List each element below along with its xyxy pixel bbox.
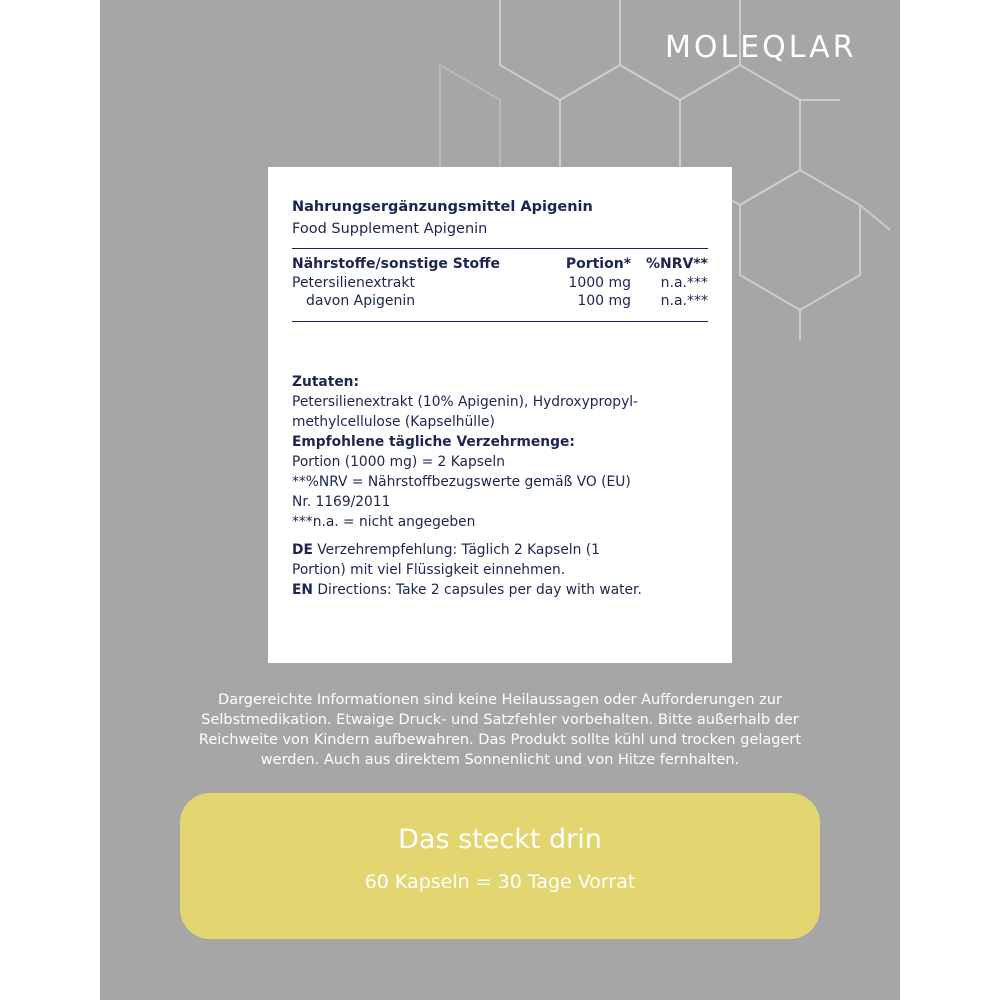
de-tag: DE bbox=[292, 542, 313, 558]
summary-box bbox=[180, 793, 820, 939]
disclaimer-line: werden. Auch aus direktem Sonnenlicht und von Hitze fernhalten. bbox=[260, 752, 740, 768]
table-header-nrv: %NRV** bbox=[645, 256, 708, 272]
table-row bbox=[292, 292, 708, 322]
table-cell: davon Apigenin bbox=[306, 293, 416, 309]
ingredients-text-line: methylcellulose (Kapselhülle) bbox=[292, 414, 495, 430]
en-directions bbox=[292, 580, 708, 600]
label-title: Nahrungsergänzungsmittel Apigenin bbox=[292, 199, 593, 215]
summary-subtitle: 60 Kapseln = 30 Tage Vorrat bbox=[364, 871, 636, 893]
nutrition-label bbox=[268, 167, 732, 663]
table-header-portion: Portion* bbox=[565, 256, 632, 272]
de-directions-text: Verzehrempfehlung: Täglich 2 Kapseln (1 bbox=[312, 542, 600, 558]
table-cell: Petersilienextrakt bbox=[292, 275, 415, 291]
de-directions-line: Portion) mit viel Flüssigkeit einnehmen. bbox=[292, 562, 566, 578]
table-header-row bbox=[292, 249, 708, 275]
disclaimer-line: Reichweite von Kindern aufbewahren. Das Produkt sollte kühl und trocken gelagert bbox=[198, 732, 802, 748]
nutrition-table bbox=[292, 248, 708, 322]
dosage-text-line: **%NRV = Nährstoffbezugswerte gemäß VO (EU) bbox=[292, 474, 631, 490]
table-cell: n.a.*** bbox=[660, 275, 708, 291]
disclaimer-line: Dargereichte Informationen sind keine Heilaussagen oder Aufforderungen zur bbox=[218, 692, 782, 708]
table-row bbox=[292, 274, 708, 292]
label-details bbox=[292, 372, 708, 600]
disclaimer-text bbox=[140, 690, 860, 770]
dosage-text-line: Portion (1000 mg) = 2 Kapseln bbox=[292, 454, 505, 470]
table-cell: 1000 mg bbox=[568, 275, 632, 291]
disclaimer-line: Selbstmedikation. Etwaige Druck- und Satzfehler vorbehalten. Bitte außerhalb der bbox=[201, 712, 799, 728]
product-info-panel bbox=[100, 0, 900, 1000]
ingredients-text-line: Petersilienextrakt (10% Apigenin), Hydroxypropyl- bbox=[292, 394, 639, 410]
en-tag: EN bbox=[292, 582, 313, 598]
ingredients-heading: Zutaten: bbox=[292, 374, 360, 390]
de-directions bbox=[292, 540, 708, 560]
summary-title: Das steckt drin bbox=[398, 824, 602, 855]
table-header-nutrients: Nährstoffe/sonstige Stoffe bbox=[292, 256, 500, 272]
dosage-text-line: ***n.a. = nicht angegeben bbox=[292, 514, 476, 530]
en-directions-text: Directions: Take 2 capsules per day with water. bbox=[312, 582, 642, 598]
table-cell: 100 mg bbox=[577, 293, 632, 309]
brand-logo: MOLEQLAR bbox=[665, 30, 857, 65]
dosage-heading: Empfohlene tägliche Verzehrmenge: bbox=[292, 434, 575, 450]
table-cell: n.a.*** bbox=[660, 293, 708, 309]
dosage-text-line: Nr. 1169/2011 bbox=[292, 494, 391, 510]
label-subtitle: Food Supplement Apigenin bbox=[292, 221, 488, 237]
